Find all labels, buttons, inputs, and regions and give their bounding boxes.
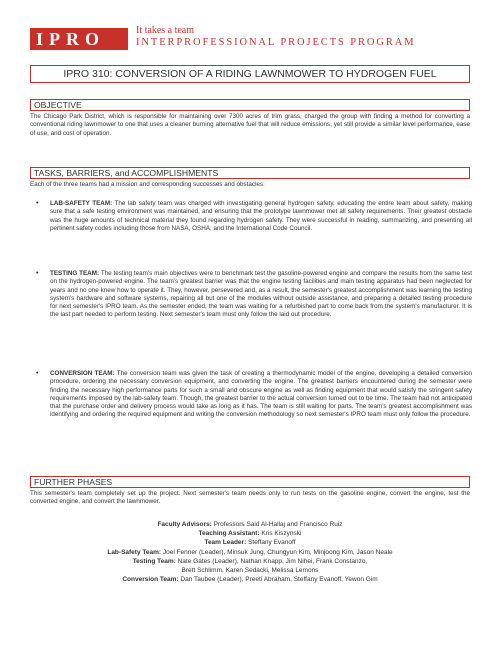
bullet-icon: • bbox=[36, 370, 39, 377]
further-heading: FURTHER PHASES bbox=[30, 476, 470, 488]
credit-line: Brett Schlimm, Karen Sedacki, Melissa Lemons bbox=[181, 567, 319, 575]
item-text: The conversion team was given the task of creating a thermodynamic model of the engine, developing a detailed conversion procedure, ordering the necessary conversion equipment, and converting the engine. The greatest barriers encountered during the semester were finding the necessary high performance parts for such a small and obscure engine as well as finding equipment that would satisfy the stringent safety requirements imposed by the lab-safety team. Though, the greatest barrier to the actual conversion turned out to be time. The team had not anticipated that the purchase order and delivery process would take as long as it has. The team is still waiting for parts. The team's greatest accomplishment was identifying and ordering the required equipment and writing the conversion methodology so next semester's IPRO team must only follow the procedure. bbox=[50, 370, 472, 419]
item-label: LAB-SAFETY TEAM: bbox=[50, 200, 113, 207]
tagline: It takes a team bbox=[136, 25, 195, 36]
objective-text: The Chicago Park District, which is responsible for maintaining over 7300 acres of trim grass, charged the group with finding a method for converting a conventional riding lawnmower to one that uses a cleaner burning alternative fuel that will reduce emissions, yet still provide a similar level performance, ease of use, and cost of operation. bbox=[30, 113, 470, 137]
credit-line: Lab-Safety Team: Joel Fenner (Leader), Minsuk Jung, Chungyun Kim, Minjoong Kim, Jason Neale bbox=[107, 548, 393, 556]
credit-line: Faculty Advisors: Professors Said Al-Hallaj and Francisco Ruiz bbox=[157, 521, 343, 528]
credit-line: Team Leader: Steffany Evanoff bbox=[204, 539, 296, 547]
item-label: TESTING TEAM: bbox=[50, 270, 100, 277]
bullet-icon: • bbox=[36, 270, 39, 277]
credit-line: Conversion Team: Dan Taubee (Leader), Preeti Abraham, Steffany Evanoff, Yewon Gim bbox=[122, 576, 378, 584]
tasks-heading: TASKS, BARRIERS, and ACCOMPLISHMENTS bbox=[30, 167, 470, 179]
credit-line: Teaching Assistant: Kris Kiszynski bbox=[198, 530, 302, 538]
item-text: The testing team's main objectives were to benchmark test the gasoline-powered engine and compare the results from the same test on the hydrogen-powered engine. The team's greatest barrier was that the engine testing facilities and main testing apparatus had been neglected for years and no one knew how to operate it. They, however, persevered and, as a result, the semester's greatest accomplishment was learning the testing system's hardware and software systems, repairing all but one of the modules without outside assistance, and preparing a detailed testing procedure for next semester's IPRO team. As the semester ended, the team was waiting for a refurbished part to come back from the system's manufacturer. It is the last part needed to perform testing. Next semester's team must only follow the laid out procedure. bbox=[50, 270, 472, 319]
credits bbox=[50, 520, 450, 584]
item-text: The lab safety team was charged with investigating general hydrogen safety, educating the entire team about safety, making sure that a safe testing environment was maintained, and ensuring that the prototype lawnmower met all safety requirements. Their greatest obstacle was the huge amounts of technical material they found regarding hydrogen safety. They were successful in reading, summarizing, and presenting all pertinent safety codes including those from NASA, OSHA, and the International Code Council. bbox=[50, 200, 472, 232]
list-item bbox=[36, 370, 472, 420]
objective-heading: OBJECTIVE bbox=[30, 99, 470, 111]
list-item bbox=[36, 200, 472, 233]
list-item bbox=[36, 270, 472, 320]
item-label: CONVERSION TEAM: bbox=[50, 370, 115, 377]
tasks-intro: Each of the three teams had a mission and corresponding successes and obstacles: bbox=[30, 181, 265, 188]
credit-line: Testing Team: Nate Gates (Leader), Nathan Knapp, Jim Nihei, Frank Constanzo, bbox=[132, 557, 368, 565]
document-title: IPRO 310: CONVERSION OF A RIDING LAWNMOWER TO HYDROGEN FUEL bbox=[30, 65, 470, 83]
ipro-logo: IPRO bbox=[30, 28, 128, 50]
page-header bbox=[30, 25, 470, 52]
bullet-icon: • bbox=[36, 200, 39, 207]
program-name: INTERPROFESSIONAL PROJECTS PROGRAM bbox=[136, 37, 416, 48]
further-text: This semester's team completely set up the project. Next semester's team needs only to run tests on the gasoline engine, convert the engine, test the converted engine, and convert the lawnmower. bbox=[30, 490, 470, 506]
